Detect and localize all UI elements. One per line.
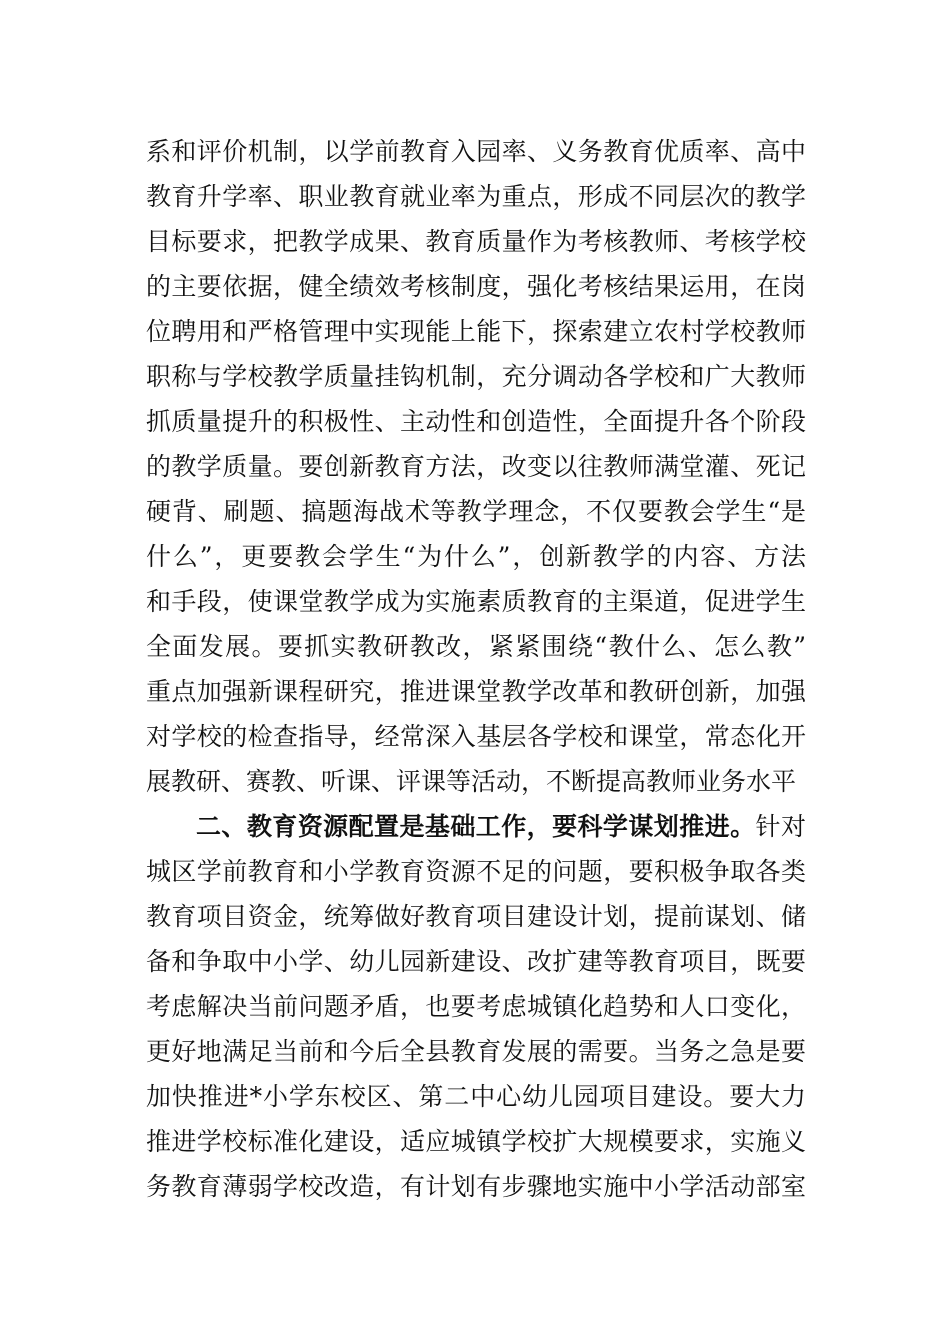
text-line: 务教育薄弱学校改造，有计划有步骤地实施中小学活动部室: [146, 1172, 806, 1201]
text-line: 推进学校标准化建设，适应城镇学校扩大规模要求，实施义: [146, 1127, 806, 1156]
text-line: 加快推进*小学东校区、第二中心幼儿园项目建设。要大力: [146, 1082, 806, 1111]
section-heading-line: [196, 807, 806, 847]
text-line: 职称与学校教学质量挂钩机制，充分调动各学校和广大教师: [146, 362, 806, 391]
text-line: 的教学质量。要创新教育方法，改变以往教师满堂灌、死记: [146, 452, 806, 481]
section-heading-tail: 针对: [755, 812, 806, 841]
section-heading: 二、教育资源配置是基础工作，要科学谋划推进。: [196, 812, 756, 841]
text-line: 硬背、刷题、搞题海战术等教学理念，不仅要教会学生“是: [146, 497, 806, 526]
text-line: 备和争取中小学、幼儿园新建设、改扩建等教育项目，既要: [146, 947, 806, 976]
text-line: 全面发展。要抓实教研教改，紧紧围绕“教什么、怎么教”: [146, 632, 806, 661]
text-line: 的主要依据，健全绩效考核制度，强化考核结果运用，在岗: [146, 272, 806, 301]
text-line: 教育项目资金，统筹做好教育项目建设计划，提前谋划、储: [146, 902, 806, 931]
text-line: 更好地满足当前和今后全县教育发展的需要。当务之急是要: [146, 1037, 806, 1066]
text-line: 考虑解决当前问题矛盾，也要考虑城镇化趋势和人口变化，: [146, 992, 806, 1021]
text-line: 位聘用和严格管理中实现能上能下，探索建立农村学校教师: [146, 317, 806, 346]
text-line: 对学校的检查指导，经常深入基层各学校和课堂，常态化开: [146, 722, 806, 751]
text-line: 重点加强新课程研究，推进课堂教学改革和教研创新，加强: [146, 677, 806, 706]
text-line: 教育升学率、职业教育就业率为重点，形成不同层次的教学: [146, 182, 806, 211]
text-line: 抓质量提升的积极性、主动性和创造性，全面提升各个阶段: [146, 407, 806, 436]
text-line: 展教研、赛教、听课、评课等活动，不断提高教师业务水平: [146, 767, 797, 796]
text-line: 和手段，使课堂教学成为实施素质教育的主渠道，促进学生: [146, 587, 806, 616]
text-line: 什么”，更要教会学生“为什么”，创新教学的内容、方法: [146, 542, 806, 571]
text-line: 系和评价机制，以学前教育入园率、义务教育优质率、高中: [146, 137, 806, 166]
text-line: 目标要求，把教学成果、教育质量作为考核教师、考核学校: [146, 227, 806, 256]
text-line: 城区学前教育和小学教育资源不足的问题，要积极争取各类: [146, 857, 806, 886]
